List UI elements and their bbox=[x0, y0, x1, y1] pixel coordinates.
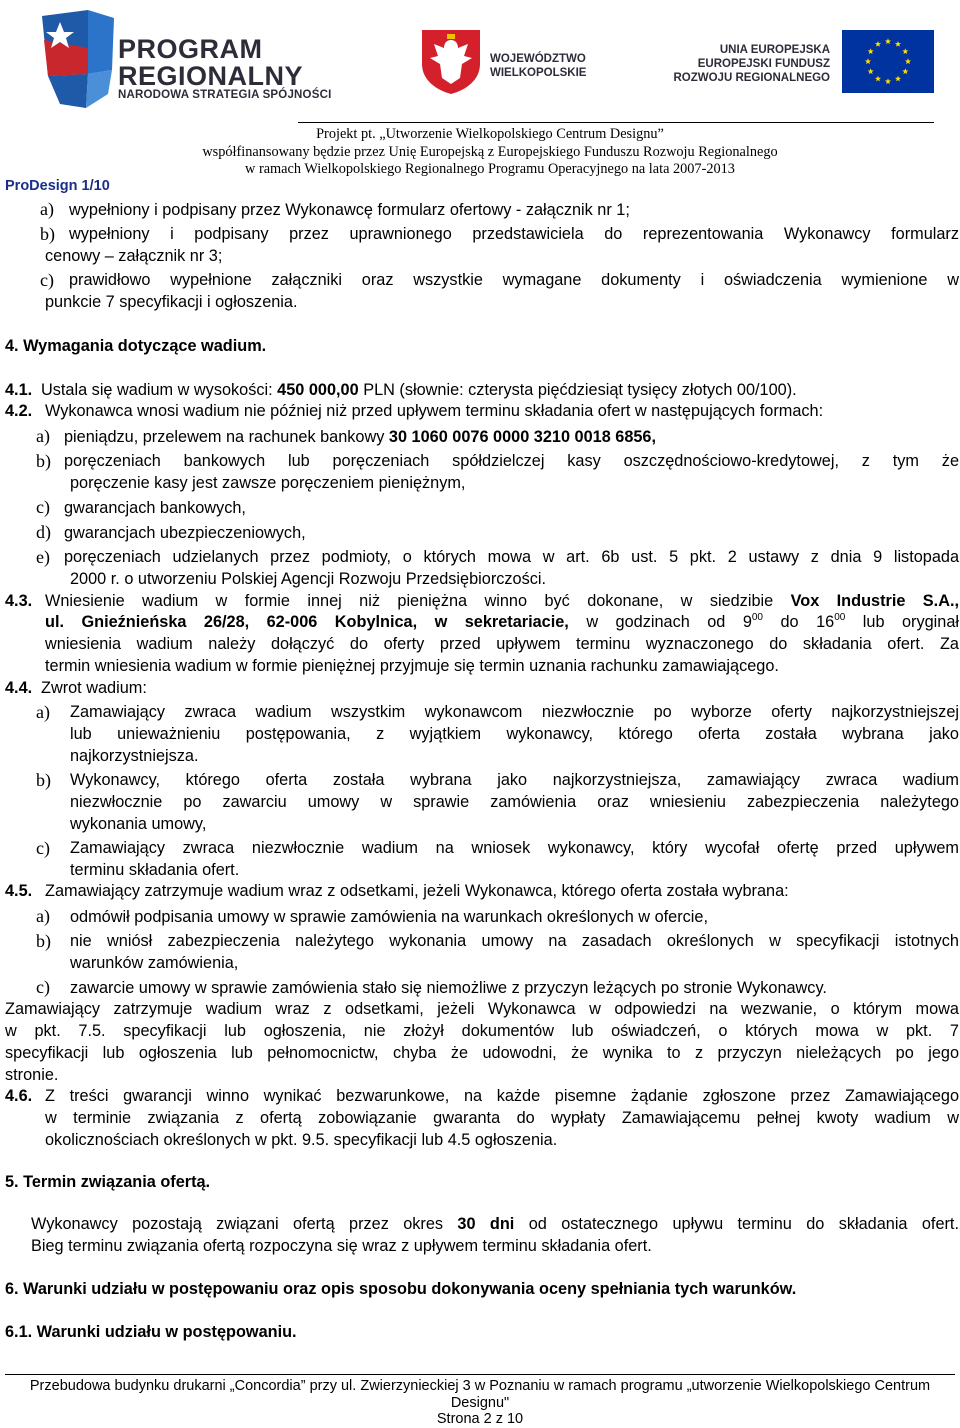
paragraph-4-3: wniesienia wadium należy dołączyć do oferty przed upływem terminu wyznaczonego do składania ofert. Za bbox=[45, 635, 959, 653]
eu-flag-icon bbox=[842, 30, 934, 93]
list-label: a) bbox=[40, 199, 54, 219]
list-label: b) bbox=[36, 451, 51, 471]
paragraph-4-3: ul. Gnieźnieńska 26/28, 62-006 Kobylnica, w sekretariacie, w godzinach od $9^{00}$ do $16^{00}$ lub oryginał bbox=[45, 612, 960, 631]
footer-project: Przebudowa budynku drukarni „Concordia” przy ul. Zwierzynieckiej 3 w Poznaniu w ramach programu „utworzenie Wielkopolskiego Centrum bbox=[29, 1378, 931, 1394]
list-label: e) bbox=[36, 547, 50, 567]
paragraph-4-1: Ustala się wadium w wysokości: 450 000,00 PLN (słownie: czterysta pięćdziesiąt tysięcy złotych 00/100). bbox=[41, 381, 797, 399]
program-regionalny-subtitle: NARODOWA STRATEGIA SPÓJNOŚCI bbox=[118, 89, 332, 101]
list-item-continuation: terminu składania ofert. bbox=[70, 861, 240, 879]
list-item-continuation: warunków zamówienia, bbox=[70, 954, 239, 972]
paragraph-number: 4.3. bbox=[5, 592, 33, 610]
eu-star-icon bbox=[875, 76, 881, 82]
list-label: c) bbox=[36, 497, 50, 517]
eu-star-icon bbox=[868, 48, 874, 54]
list-label: a) bbox=[36, 702, 50, 722]
paragraph-4-6: Z treści gwarancji winno wynikać bezwarunkowe, na każde pisemne żądanie zgłoszone przez Zamawiającego bbox=[45, 1087, 959, 1105]
list-item: nie wniósł zabezpieczenia należytego wykonania umowy na zasadach określonych w specyfikacji istotnych bbox=[70, 932, 959, 950]
paragraph-4-3: Wniesienie wadium w formie innej niż pieniężna winno być dokonane, w siedzibie Vox Industrie S.A., bbox=[45, 592, 959, 610]
list-label: a) bbox=[36, 426, 50, 446]
list-item: gwarancjach bankowych, bbox=[64, 499, 246, 517]
list-label: b) bbox=[40, 224, 55, 244]
paragraph-retention: stronie. bbox=[5, 1066, 59, 1084]
paragraph-number: 4.5. bbox=[5, 882, 33, 900]
list-item: wypełniony i podpisany przez uprawnionego przedstawiciela do reprezentowania Wykonawcy formularz bbox=[69, 225, 959, 243]
list-item: Wykonawcy, którego oferta została wybrana jako najkorzystniejsza, zamawiający zwraca wadium bbox=[70, 771, 959, 789]
paragraph-number: 4.6. bbox=[5, 1087, 33, 1105]
paragraph-number: 4.2. bbox=[5, 402, 33, 420]
footer-project-continuation: Designu" bbox=[450, 1395, 510, 1411]
paragraph-number: 4.4. bbox=[5, 679, 33, 697]
eu-star-icon bbox=[905, 58, 911, 64]
prodesign-marker: ProDesign 1/10 bbox=[5, 178, 110, 194]
eu-star-icon bbox=[895, 76, 901, 82]
list-item: poręczeniach udzielanych przez podmioty, o których mowa w art. 6b ust. 5 pkt. 2 ustawy z dnia 9 listopada bbox=[64, 548, 959, 566]
list-item: prawidłowo wypełnione załączniki oraz wszystkie wymagane dokumenty i oświadczenia wymienione w bbox=[69, 271, 959, 289]
list-label: b) bbox=[36, 770, 51, 790]
paragraph-5: Wykonawcy pozostają związani ofertą przez okres 30 dni od ostatecznego upływu terminu do składania ofert. bbox=[31, 1215, 959, 1233]
list-item: poręczeniach bankowych lub poręczeniach spółdzielczej kasy oszczędnościowo-kredytowej, z tym że bbox=[64, 452, 959, 470]
eu-star-icon bbox=[895, 41, 901, 47]
paragraph-retention: Zamawiający zatrzymuje wadium wraz z odsetkami, jeżeli Wykonawca w odpowiedzi na wezwanie, o którym mowa bbox=[5, 1000, 959, 1018]
list-item: wypełniony i podpisany przez Wykonawcę formularz ofertowy - załącznik nr 1; bbox=[69, 201, 630, 219]
eu-star-icon bbox=[885, 78, 891, 84]
paragraph-4-6: okolicznościach określonych w pkt. 9.5. specyfikacji lub 4.5 ogłoszenia. bbox=[45, 1131, 558, 1149]
footer-divider bbox=[5, 1374, 955, 1375]
list-item-continuation: lub unieważnieniu postępowania, z wyjątkiem wykonawcy, którego oferta została wybrana jako bbox=[70, 725, 959, 743]
header-divider bbox=[298, 122, 934, 123]
program-regionalny-emblem-icon bbox=[38, 10, 114, 110]
section-heading: 6. Warunki udziału w postępowaniu oraz opis sposobu dokonywania oceny spełniania tych warunków. bbox=[5, 1280, 797, 1298]
list-item-continuation: poręczenie kasy jest zawsze poręczeniem pieniężnym, bbox=[70, 474, 466, 492]
section-heading: 4. Wymagania dotyczące wadium. bbox=[5, 337, 267, 355]
list-item-continuation: 2000 r. o utworzeniu Polskiej Agencji Rozwoju Przedsiębiorczości. bbox=[70, 570, 547, 588]
unia-europejska-label: UNIA EUROPEJSKA EUROPEJSKI FUNDUSZ ROZWOJU REGIONALNEGO bbox=[673, 44, 830, 84]
eu-star-icon bbox=[865, 58, 871, 64]
list-item: odmówił podpisania umowy w sprawie zamówienia na warunkach określonych w ofercie, bbox=[70, 908, 708, 926]
list-item: pieniądzu, przelewem na rachunek bankowy 30 1060 0076 0000 3210 0018 6856, bbox=[64, 428, 657, 446]
eu-star-icon bbox=[868, 68, 874, 74]
paragraph-4-6: w terminie związania z ofertą zobowiązanie gwaranta do wypłaty Zamawiającemu pełnej kwoty wadium w bbox=[45, 1109, 959, 1127]
program-regionalny-title: PROGRAM REGIONALNY bbox=[118, 34, 304, 91]
paragraph-4-2: Wykonawca wnosi wadium nie później niż przed upływem terminu składania ofert w następujących formach: bbox=[45, 402, 824, 420]
list-item-continuation: cenowy – załącznik nr 3; bbox=[45, 247, 223, 265]
list-label: b) bbox=[36, 931, 51, 951]
wielkopolska-eagle-crest-icon bbox=[420, 28, 482, 94]
list-item: Zamawiający zwraca wadium wszystkim wykonawcom niezwłocznie po wyborze oferty najkorzystniejszej bbox=[70, 703, 959, 721]
footer-page-number: Strona 2 z 10 bbox=[436, 1411, 524, 1427]
list-label: c) bbox=[40, 270, 54, 290]
list-item-continuation: niezwłocznie po zawarciu umowy w sprawie zamówienia oraz wniesieniu zabezpieczenia należytego bbox=[70, 793, 959, 811]
section-heading: 5. Termin związania ofertą. bbox=[5, 1173, 211, 1191]
project-info: Projekt pt. „Utworzenie Wielkopolskiego Centrum Designu” współfinansowany będzie przez Unię Europejską z Europejskiego Funduszu Rozwoju Regionalnego w ramach Wielkopolskiego Regionalnego Programu Operacyjnego na lata 2007-2013 bbox=[202, 126, 778, 177]
list-label: a) bbox=[36, 906, 50, 926]
list-item-continuation: najkorzystniejsza. bbox=[70, 747, 199, 765]
paragraph-4-4: Zwrot wadium: bbox=[41, 679, 147, 697]
paragraph-number: 4.1. bbox=[5, 381, 33, 399]
eu-star-icon bbox=[875, 41, 881, 47]
subsection-heading: 6.1. Warunki udziału w postępowaniu. bbox=[5, 1323, 297, 1341]
list-label: c) bbox=[36, 838, 50, 858]
wojewodztwo-wielkopolskie-label: WOJEWÓDZTWO WIELKOPOLSKIE bbox=[490, 53, 587, 79]
paragraph-4-3: termin wniesienia wadium w formie pieniężnej przyjmuje się termin uznania rachunku zamawiającego. bbox=[45, 657, 779, 675]
list-item-continuation: punkcie 7 specyfikacji i ogłoszenia. bbox=[45, 293, 298, 311]
list-label: c) bbox=[36, 977, 50, 997]
eu-star-icon bbox=[902, 68, 908, 74]
list-item: Zamawiający zwraca niezwłocznie wadium na wniosek wykonawcy, który wycofał ofertę przed upływem bbox=[70, 839, 959, 857]
list-item: gwarancjach ubezpieczeniowych, bbox=[64, 524, 306, 542]
eu-star-icon bbox=[885, 38, 891, 44]
paragraph-5: Bieg terminu związania ofertą rozpoczyna się wraz z upływem terminu składania ofert. bbox=[31, 1237, 652, 1255]
list-label: d) bbox=[36, 522, 51, 542]
paragraph-4-5: Zamawiający zatrzymuje wadium wraz z odsetkami, jeżeli Wykonawca, którego oferta została wybrana: bbox=[45, 882, 789, 900]
paragraph-retention: w pkt. 7.5. specyfikacji lub ogłoszenia, nie złożył dokumentów lub oświadczeń, o których mowa w pkt. 7 bbox=[5, 1022, 959, 1040]
list-item-continuation: wykonania umowy, bbox=[70, 815, 207, 833]
paragraph-retention: specyfikacji lub ogłoszenia lub pełnomocnictw, chyba że udowodni, że wynika to z przyczyn nieleżących po jego bbox=[5, 1044, 959, 1062]
list-item: zawarcie umowy w sprawie zamówienia stało się niemożliwe z przyczyn leżących po stronie Wykonawcy. bbox=[70, 979, 827, 997]
eu-star-icon bbox=[902, 48, 908, 54]
